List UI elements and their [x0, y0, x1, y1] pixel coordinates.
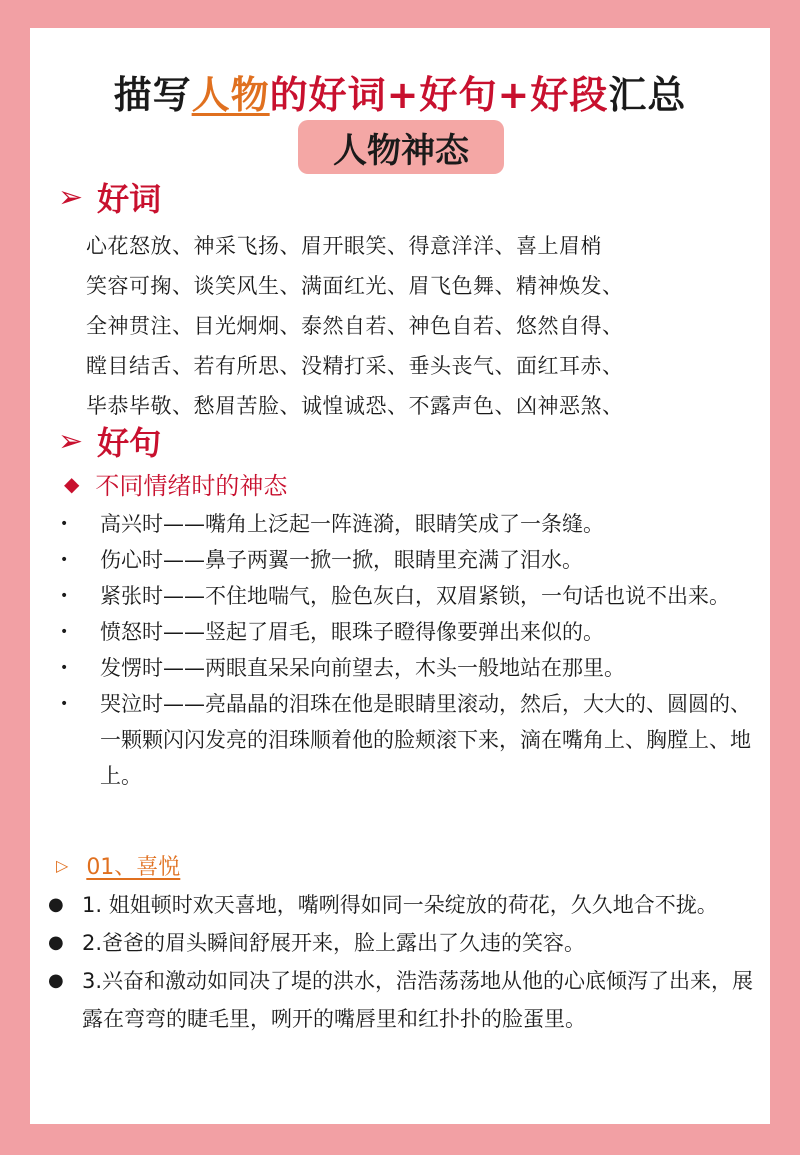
words-row: 笑容可掬、谈笑风生、满面红光、眉飞色舞、精神焕发、 [86, 274, 624, 298]
bullet-icon: • [60, 588, 69, 604]
title-part-4: 汇总 [608, 73, 687, 117]
list-item: ● 2.爸爸的眉头瞬间舒展开来，脸上露出了久违的笑容。 [48, 924, 760, 962]
arrow-right-icon: ➢ [58, 423, 84, 459]
bullet-icon: • [60, 660, 69, 676]
words-row: 瞠目结舌、若有所思、没精打采、垂头丧气、面红耳赤、 [86, 354, 624, 378]
section-sentences-heading [58, 418, 161, 464]
title-highlight: 人物 [191, 73, 270, 117]
subtitle-badge: 人物神态 [298, 120, 504, 174]
section-words-title: 好词 [97, 180, 162, 218]
emotion-subheading-text: 不同情绪时的神态 [95, 472, 288, 500]
bullet-icon: • [60, 552, 69, 568]
list-item: ● 1. 姐姐顿时欢天喜地，嘴咧得如同一朵绽放的荷花，久久地合不拢。 [48, 886, 760, 924]
list-item: • 哭泣时——亮晶晶的泪珠在他是眼睛里滚动，然后，大大的、圆圆的、一颗颗闪闪发亮的泪珠顺着他的脸颊滚下来，滴在嘴角上、胸膛上、地上。 [54, 686, 764, 794]
arrow-right-icon: ➢ [58, 179, 84, 215]
list-item: • 愤怒时——竖起了眉毛，眼珠子瞪得像要弹出来似的。 [54, 614, 764, 650]
emotion-subheading [64, 466, 287, 501]
triangle-right-icon: ▷ [56, 856, 69, 875]
bullet-icon: ● [48, 894, 64, 915]
bullet-icon: • [60, 624, 69, 640]
bullet-icon: ● [48, 932, 64, 953]
page-card [30, 28, 770, 1124]
list-item: • 高兴时——嘴角上泛起一阵涟漪，眼睛笑成了一条缝。 [54, 506, 764, 542]
page-title [30, 64, 770, 119]
words-row: 毕恭毕敬、愁眉苦脸、诚惶诚恐、不露声色、凶神恶煞、 [86, 394, 624, 418]
section-words-heading [58, 174, 161, 220]
list-item: • 发愣时——两眼直呆呆向前望去，木头一般地站在那里。 [54, 650, 764, 686]
bullet-icon: • [60, 696, 69, 712]
list-item: • 紧张时——不住地喘气，脸色灰白，双眉紧锁，一句话也说不出来。 [54, 578, 764, 614]
joy-heading-text: 01、喜悦 [86, 855, 181, 880]
bullet-icon: ● [48, 970, 64, 991]
section-sentences-title: 好句 [97, 424, 162, 462]
list-item: • 伤心时——鼻子两翼一掀一掀，眼睛里充满了泪水。 [54, 542, 764, 578]
words-row: 心花怒放、神采飞扬、眉开眼笑、得意洋洋、喜上眉梢 [86, 234, 602, 258]
title-part-1: 描写 [113, 73, 192, 117]
words-list [86, 226, 624, 426]
title-part-3: 的好词+好句+好段 [269, 73, 609, 117]
sentence-list [54, 506, 764, 794]
joy-list [48, 886, 760, 1038]
words-row: 全神贯注、目光炯炯、泰然自若、神色自若、悠然自得、 [86, 314, 624, 338]
joy-heading [56, 850, 180, 881]
list-item: ● 3.兴奋和激动如同决了堤的洪水，浩浩荡荡地从他的心底倾泻了出来，展露在弯弯的睫毛里，咧开的嘴唇里和红扑扑的脸蛋里。 [48, 962, 760, 1038]
diamond-icon: ◆ [64, 471, 80, 496]
bullet-icon: • [60, 516, 69, 532]
